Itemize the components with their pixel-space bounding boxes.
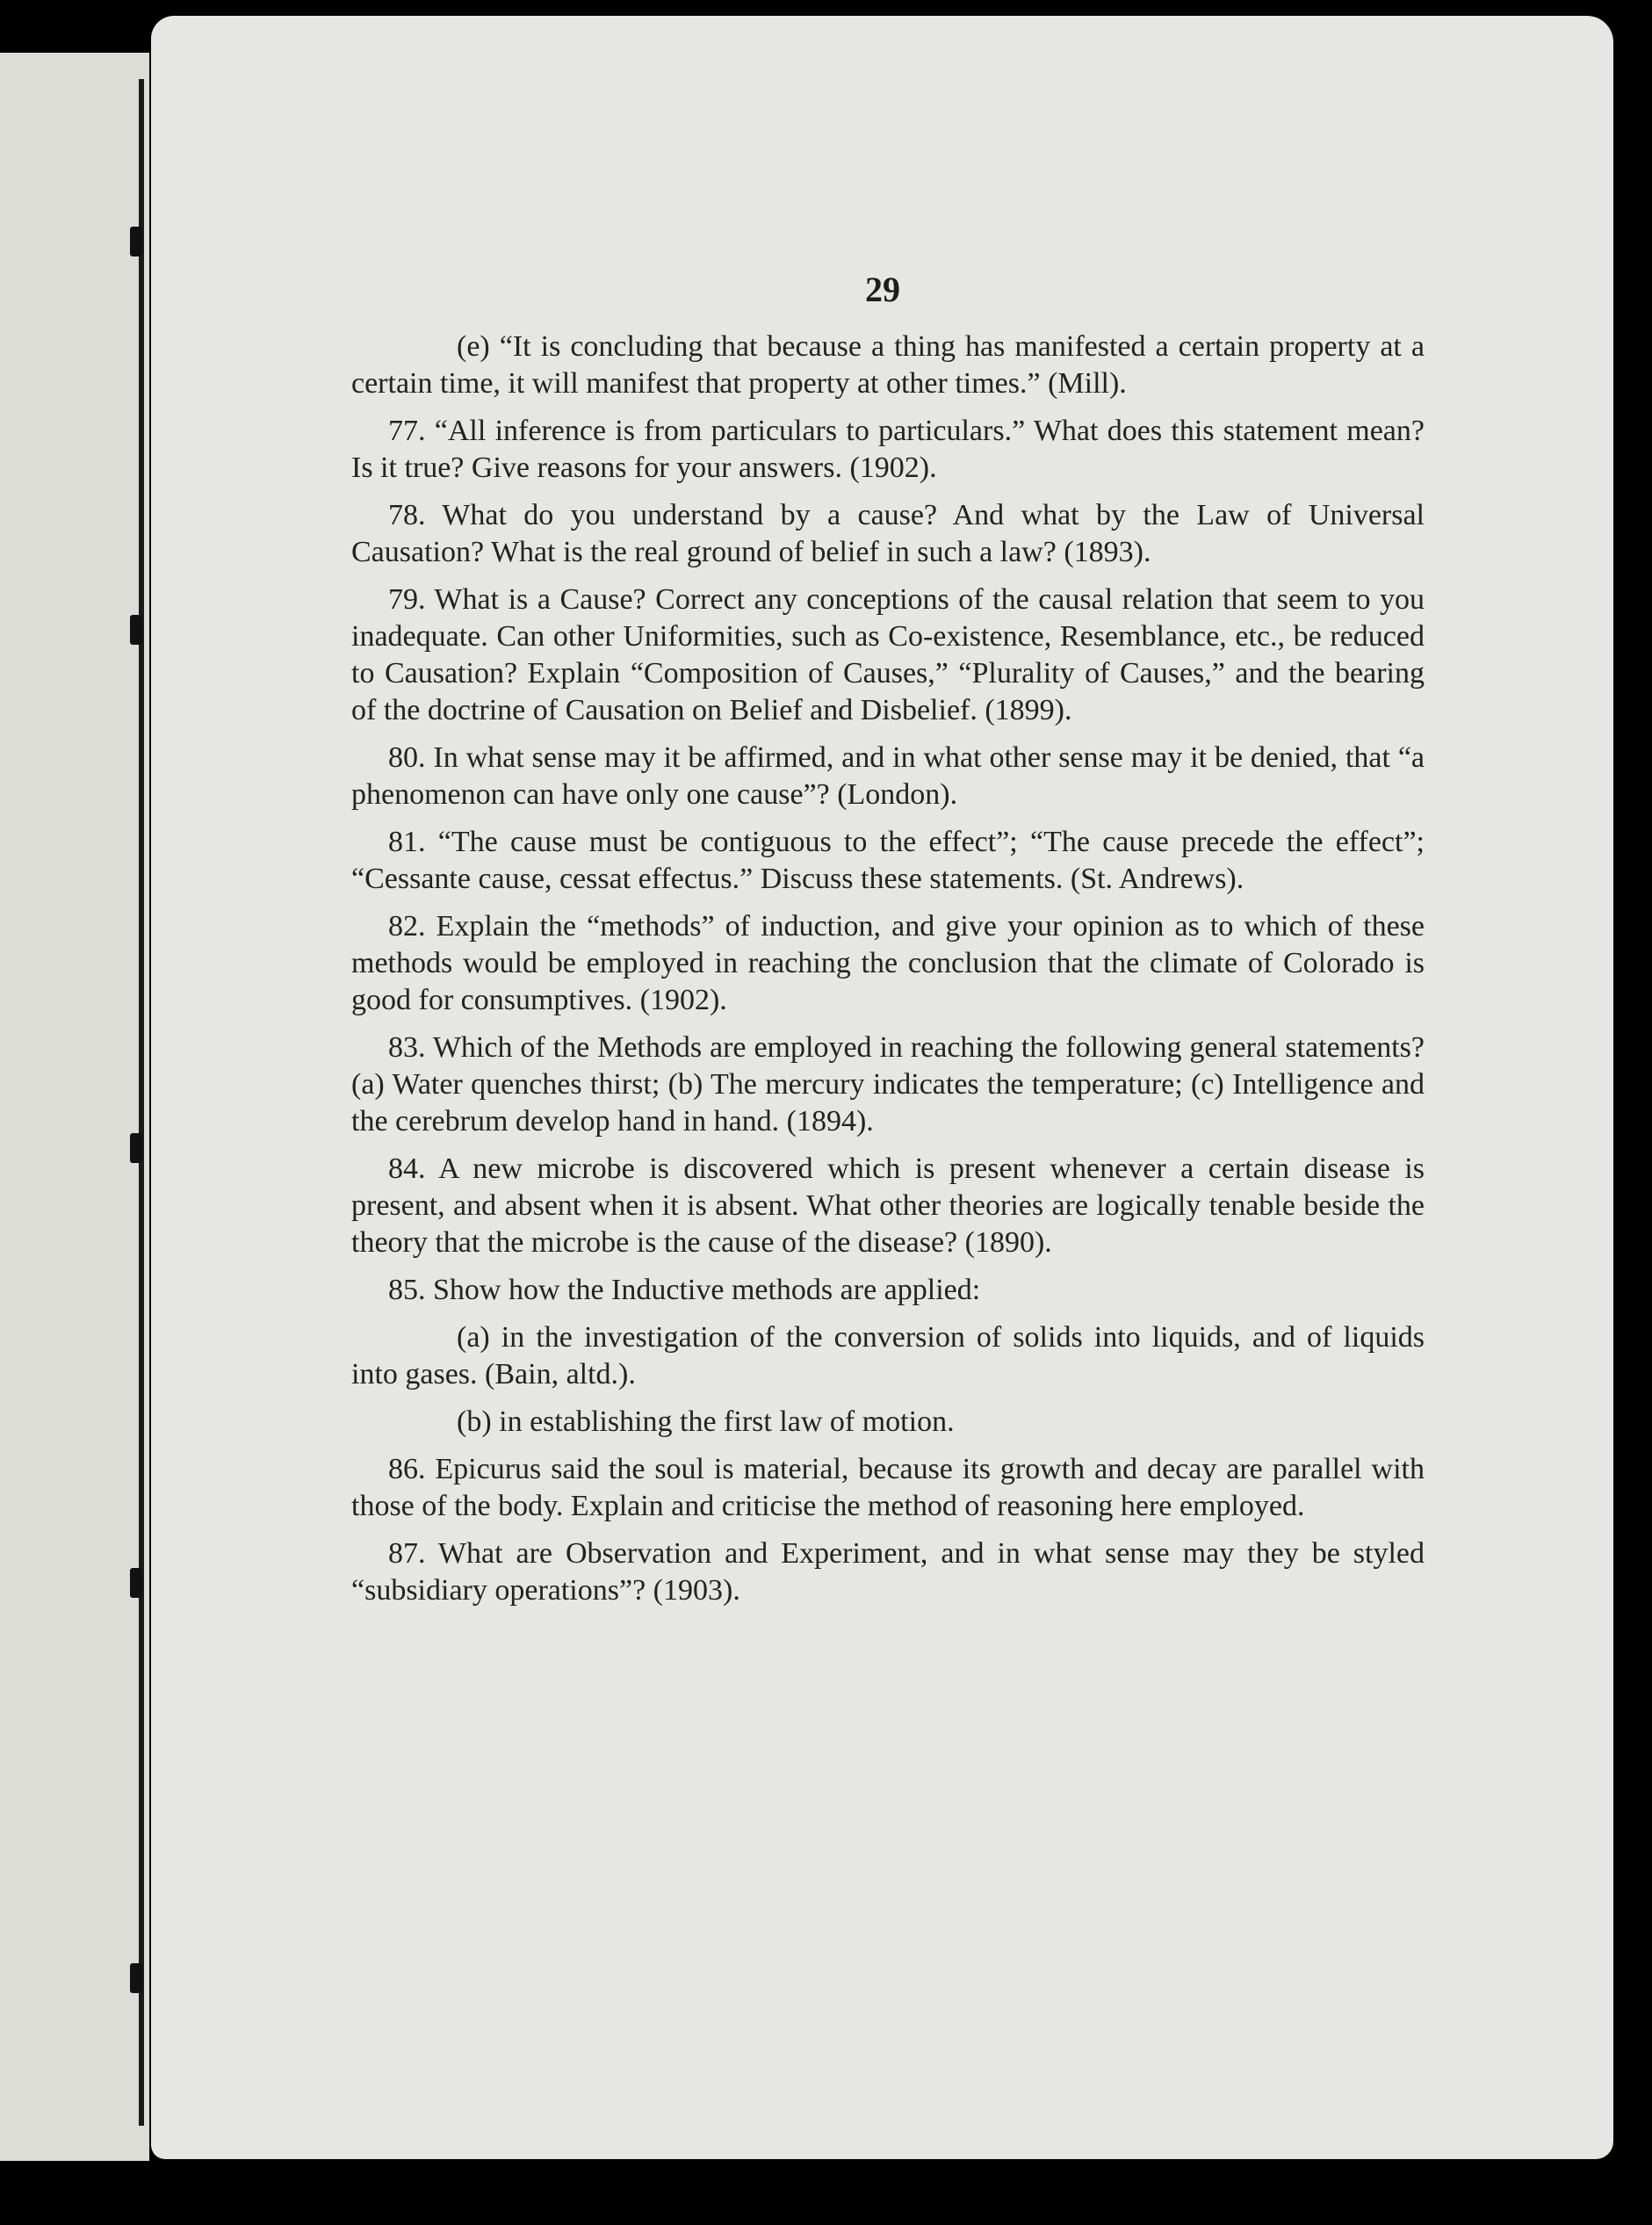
question-paragraph: 83. Which of the Methods are employed in reaching the following general statements? (a) Water quenches thirst; (b) The mercury indicates the temperature; (c) Intelligence and the cerebrum develop hand in hand. (1894). [351, 1031, 1425, 1138]
question-subparagraph: (b) in establishing the first law of motion. [457, 1405, 955, 1438]
question-paragraph: 80. In what sense may it be affirmed, and in what other sense may it be denied, that “a phenomenon can have only one cause”? (London). [351, 741, 1425, 811]
binding-mark [130, 1568, 142, 1598]
page-text [351, 271, 1425, 1620]
question-paragraph: 87. What are Observation and Experiment, and in what sense may they be styled “subsidiary operations”? (1903). [351, 1537, 1425, 1607]
question-paragraph: 85. Show how the Inductive methods are applied: [388, 1274, 981, 1306]
book-binding [139, 79, 144, 2126]
question-paragraph: 84. A new microbe is discovered which is present whenever a certain disease is present, and absent when it is absent. What other theories are logically tenable beside the theory that the microbe is the cause of the disease? (1890). [351, 1152, 1425, 1259]
page-number: 29 [865, 270, 900, 309]
facing-page-edge [0, 53, 149, 2161]
question-paragraph: 78. What do you understand by a cause? And what by the Law of Universal Causation? What is the real ground of belief in such a law? (1893). [351, 499, 1425, 568]
question-paragraph: 79. What is a Cause? Correct any conceptions of the causal relation that seem to you inadequate. Can other Uniformities, such as Co-existence, Resemblance, etc., be reduced to Causation? Explain “Composition of Causes,” “Plurality of Causes,” and the bearing of the doctrine of Causation on Belief and Disbelief. (1899). [351, 583, 1425, 726]
question-paragraph: 86. Epicurus said the soul is material, because its growth and decay are parallel with those of the body. Explain and criticise the method of reasoning here employed. [351, 1453, 1425, 1522]
binding-mark [130, 1963, 142, 1993]
question-paragraph: 81. “The cause must be contiguous to the effect”; “The cause precede the effect”; “Cessante cause, cessat effectus.” Discuss these statements. (St. Andrews). [351, 826, 1425, 895]
question-paragraph: (e) “It is concluding that because a thing has manifested a certain property at a certain time, it will manifest that property at other times.” (Mill). [351, 330, 1425, 400]
question-paragraph: 77. “All inference is from particulars to particulars.” What does this statement mean? Is it true? Give reasons for your answers. (1902). [351, 415, 1425, 484]
question-paragraph: 82. Explain the “methods” of induction, and give your opinion as to which of these methods would be employed in reaching the conclusion that the climate of Colorado is good for consumptives. (1902). [351, 910, 1425, 1016]
question-subparagraph: (a) in the investigation of the conversion of solids into liquids, and of liquids into gases. (Bain, altd.). [351, 1321, 1425, 1391]
binding-mark [130, 615, 142, 645]
binding-mark [130, 227, 142, 256]
binding-mark [130, 1133, 142, 1163]
